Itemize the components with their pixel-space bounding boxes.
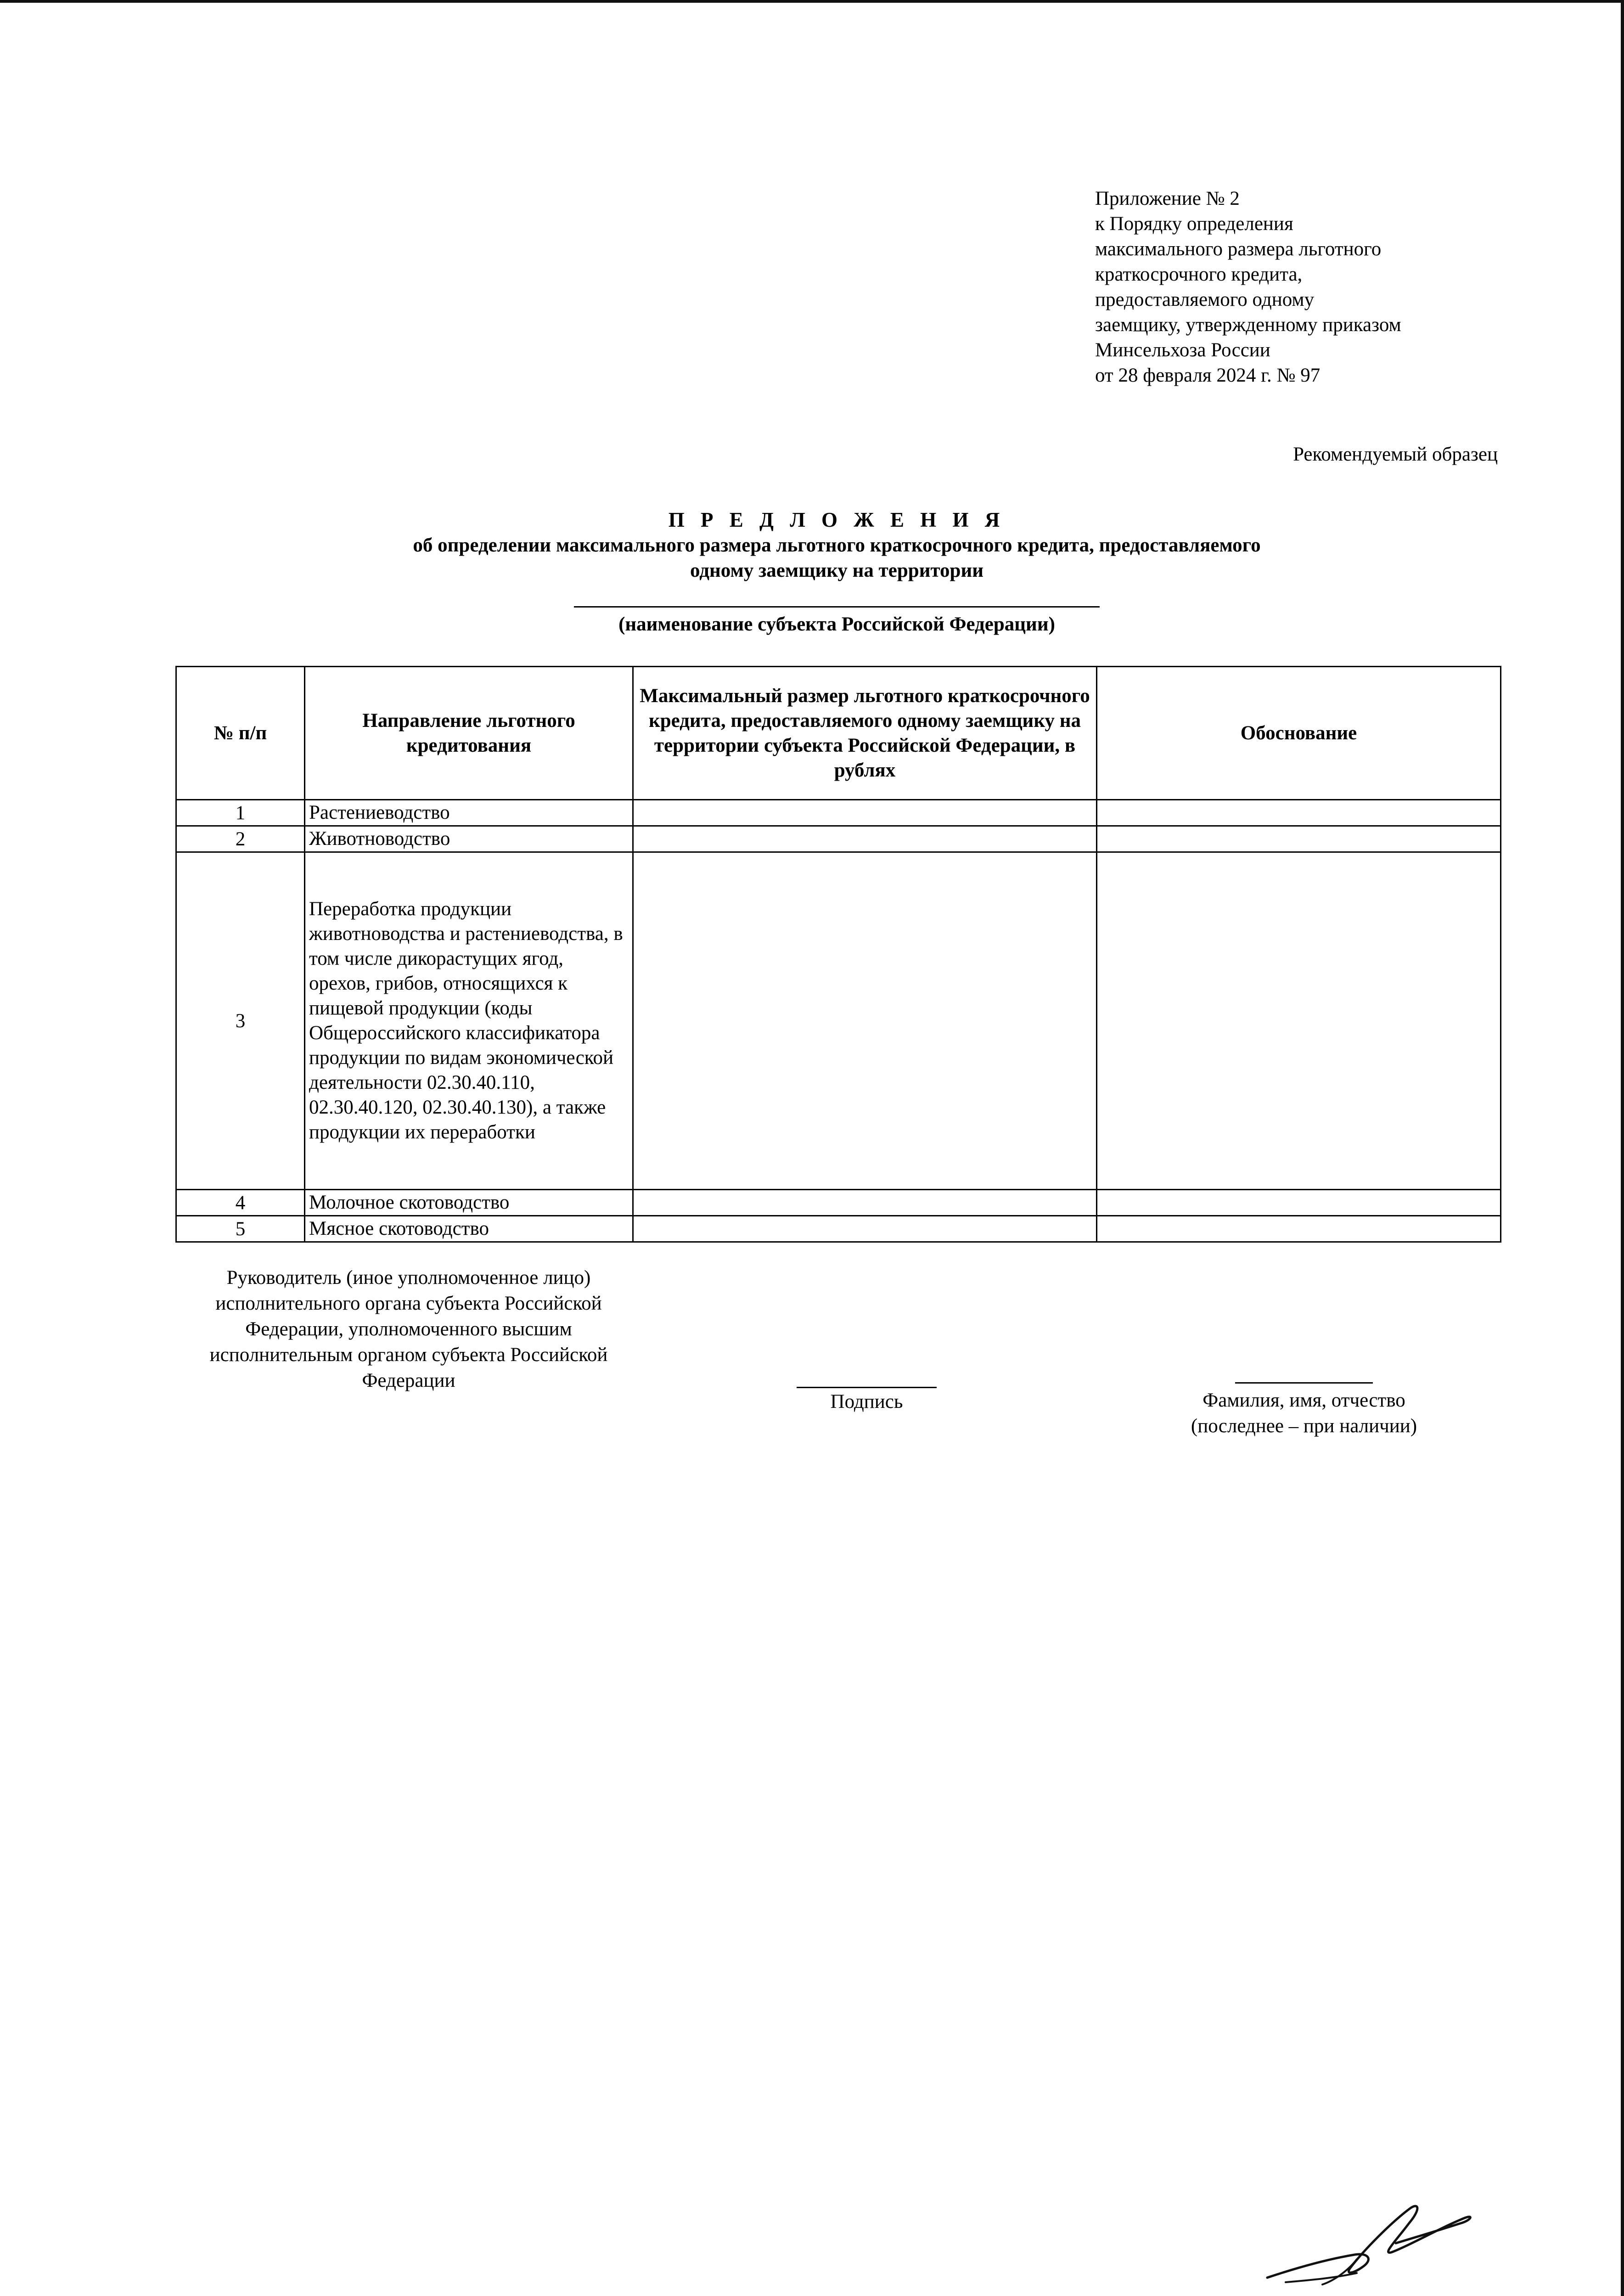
- appendix-reference: [1095, 186, 1401, 388]
- row-number: 3: [176, 852, 305, 1190]
- row-justification-cell[interactable]: [1097, 852, 1501, 1190]
- signature-blank: [797, 1387, 937, 1388]
- row-amount-cell[interactable]: [633, 826, 1097, 852]
- name-blank: [1235, 1382, 1373, 1384]
- header-justification: Обоснование: [1097, 667, 1501, 800]
- name-caption: [1139, 1388, 1469, 1439]
- table-row: [176, 1190, 1501, 1216]
- appendix-line: Минсельхоза России: [1095, 339, 1270, 361]
- title-line-3: одному заемщику на территории: [690, 560, 984, 581]
- appendix-line: краткосрочного кредита,: [1095, 264, 1303, 285]
- handwritten-signature: [1258, 2190, 1478, 2296]
- appendix-line: заемщику, утвержденному приказом: [1095, 314, 1401, 336]
- appendix-line: предоставляемого одному: [1095, 289, 1315, 310]
- row-direction: Мясное скотоводство: [305, 1216, 633, 1242]
- table-row: [176, 1216, 1501, 1242]
- appendix-line: максимального размера льготного: [1095, 238, 1382, 260]
- appendix-line: к Порядку определения: [1095, 213, 1293, 235]
- row-justification-cell[interactable]: [1097, 1216, 1501, 1242]
- row-number: 2: [176, 826, 305, 852]
- header-direction: Направление льготного кредитования: [305, 667, 633, 800]
- header-number: № п/п: [176, 667, 305, 800]
- row-direction: Растениеводство: [305, 800, 633, 826]
- name-caption-line-2: (последнее – при наличии): [1191, 1415, 1417, 1437]
- page-border-right: [1621, 0, 1624, 2296]
- row-number: 5: [176, 1216, 305, 1242]
- row-justification-cell[interactable]: [1097, 800, 1501, 826]
- name-caption-line-1: Фамилия, имя, отчество: [1203, 1390, 1405, 1411]
- subject-name-blank: [574, 606, 1100, 608]
- row-direction: Переработка продукции животноводства и растениеводства, в том числе дикорастущих ягод, орехов, грибов, относящихся к пищевой продукции (коды Общероссийского классификатора продукции по видам экономической деятельности 02.30.40.110, 02.30.40.120, 02.30.40.130), а также продукции их переработки: [305, 852, 633, 1190]
- appendix-line: Приложение № 2: [1095, 188, 1240, 209]
- row-direction: Молочное скотоводство: [305, 1190, 633, 1216]
- row-amount-cell[interactable]: [633, 1190, 1097, 1216]
- row-amount-cell[interactable]: [633, 852, 1097, 1190]
- document-title: [174, 507, 1499, 583]
- signer-position: Руководитель (иное уполномоченное лицо) исполнительного органа субъекта Российской Федерации, уполномоченного высшим исполнительным органом субъекта Российской Федерации: [209, 1267, 608, 1391]
- row-amount-cell[interactable]: [633, 1216, 1097, 1242]
- table-header-row: [176, 667, 1501, 800]
- row-number: 1: [176, 800, 305, 826]
- signature-caption: Подпись: [830, 1391, 903, 1412]
- row-direction: Животноводство: [305, 826, 633, 852]
- subject-name-caption: (наименование субъекта Российской Федерации): [618, 613, 1055, 635]
- header-max-amount: Максимальный размер льготного краткосрочного кредита, предоставляемого одному заемщику на территории субъекта Российской Федерации, в рублях: [633, 667, 1097, 800]
- row-justification-cell[interactable]: [1097, 1190, 1501, 1216]
- table-row: [176, 852, 1501, 1190]
- appendix-line: от 28 февраля 2024 г. № 97: [1095, 365, 1321, 386]
- row-justification-cell[interactable]: [1097, 826, 1501, 852]
- table-row: [176, 826, 1501, 852]
- proposals-table: [175, 666, 1501, 1243]
- title-line-2: об определении максимального размера льготного краткосрочного кредита, предоставляемого: [413, 535, 1261, 556]
- row-amount-cell[interactable]: [633, 800, 1097, 826]
- table-row: [176, 800, 1501, 826]
- page-border-top: [0, 0, 1624, 3]
- recommended-sample-label: Рекомендуемый образец: [1293, 444, 1498, 465]
- row-number: 4: [176, 1190, 305, 1216]
- title-main: П Р Е Д Л О Ж Е Н И Я: [668, 508, 1006, 531]
